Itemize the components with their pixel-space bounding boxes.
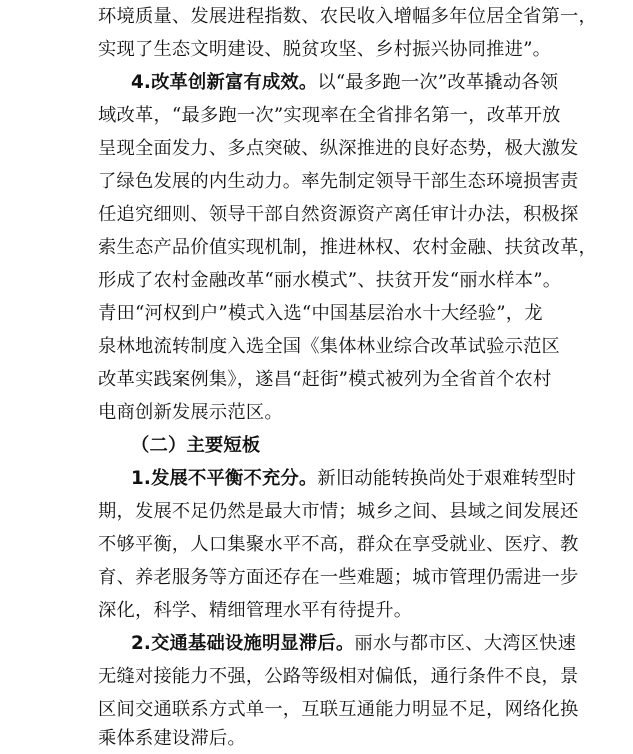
point-1-first-line: [131, 464, 577, 494]
text-run: 新旧动能转换尚处于艰难转型时: [317, 468, 577, 489]
text-run: 实现了生态文明建设、脱贫攻坚、乡村振兴协同推进”。: [98, 39, 552, 60]
text-run: 环境质量、发展进程指数、农民收入增幅多年位居全省第一，: [98, 6, 597, 27]
text-run: 不够平衡，人口集聚水平不高，群众在享受就业、医疗、教: [98, 534, 579, 555]
paragraph-line: [98, 563, 579, 593]
paragraph-line: [98, 266, 562, 296]
section-4-first-line: [131, 68, 559, 98]
paragraph-line: [98, 35, 552, 65]
paragraph-line: [98, 530, 579, 560]
text-run: 泉林地流转制度入选全国《集体林业综合改革试验示范区: [98, 336, 561, 357]
paragraph-line: [98, 101, 561, 131]
text-run: 电商创新发展示范区。: [98, 402, 283, 423]
text-run: 无缝对接能力不强，公路等级相对偏低，通行条件不良，景: [98, 666, 579, 687]
paragraph-line: [98, 724, 538, 754]
paragraph-line: [98, 332, 561, 362]
paragraph-line: [98, 2, 597, 32]
text-run: 形成了农村金融改革“丽水模式”、扶贫开发“丽水样本”。: [98, 270, 562, 291]
text-run: 索生态产品价值实现机制，推进林权、农村金融、扶贫改革，: [98, 237, 597, 258]
text-run: 育、养老服务等方面还存在一些难题；城市管理仍需进一步: [98, 567, 579, 588]
text-run: 了绿色发展的内生动力。率先制定领导干部生态环境损害责: [98, 171, 579, 192]
point-2-heading: 2.交通基础设施明显滞后。: [131, 633, 355, 654]
text-run: 域改革，“最多跑一次”实现率在全省排名第一，改革开放: [98, 105, 561, 126]
text-run: 改革实践案例集》，遂昌“赶街”模式被列为全省首个农村: [98, 369, 552, 390]
text-run: 区间交通联系方式单一，互联互通能力明显不足，网络化换: [98, 699, 579, 720]
paragraph-line: [98, 365, 552, 395]
paragraph-line: [98, 233, 597, 263]
text-run: 期，发展不足仍然是最大市情；城乡之间、县域之间发展还: [98, 501, 579, 522]
paragraph-line: [98, 398, 538, 428]
paragraph-line: [98, 200, 579, 230]
point-1-heading: 1.发展不平衡不充分。: [131, 468, 318, 489]
paragraph-line: [98, 167, 579, 197]
paragraph-line: [98, 662, 579, 692]
section-heading: （二）主要短板: [131, 435, 261, 456]
text-run: 深化，科学、精细管理水平有待提升。: [98, 600, 413, 621]
paragraph-line: [98, 497, 579, 527]
text-run: 丽水与都市区、大湾区快速: [354, 633, 577, 654]
text-run: 呈现全面发力、多点突破、纵深推进的良好态势，极大激发: [98, 138, 579, 159]
text-run: 任追究细则、领导干部自然资源资产离任审计办法，积极探: [98, 204, 579, 225]
text-run: 以“最多跑一次”改革撬动各领: [317, 72, 559, 93]
point-2-first-line: [131, 629, 577, 659]
section-4-heading: 4.改革创新富有成效。: [131, 72, 318, 93]
text-run: 青田“河权到户”模式入选“中国基层治水十大经验”，龙: [98, 303, 543, 324]
text-run: 乘体系建设滞后。: [98, 728, 246, 749]
paragraph-line: [98, 134, 579, 164]
paragraph-line: [98, 596, 538, 626]
paragraph-line: [98, 695, 579, 725]
paragraph-line: [98, 299, 543, 329]
